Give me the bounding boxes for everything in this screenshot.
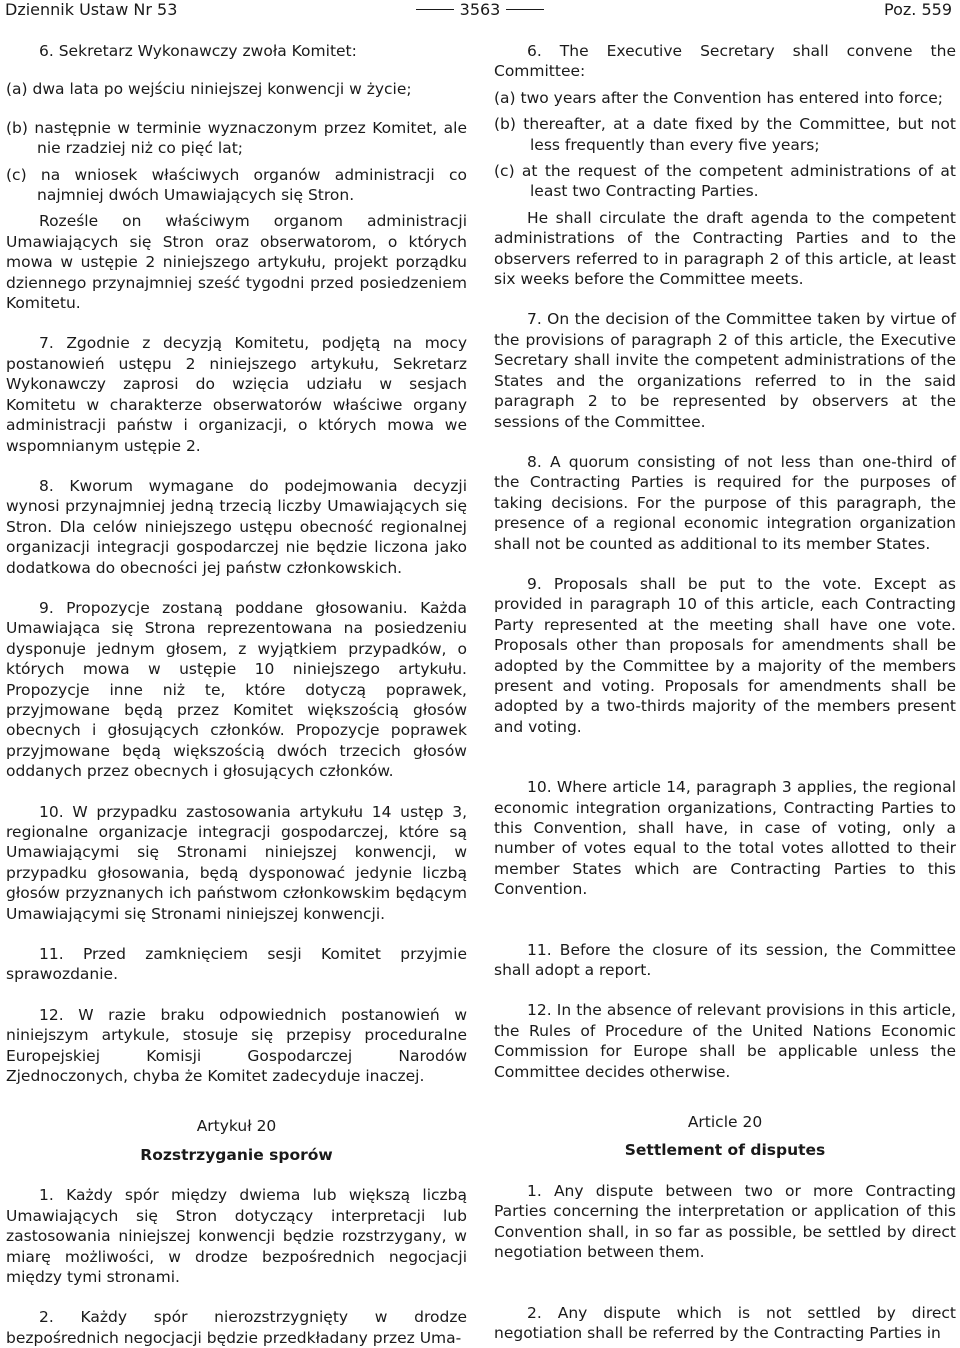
en-paragraph-6c: (c) at the request of the competent administrations of at least two Contracting Parties. xyxy=(494,162,956,201)
pl-article-title: Artykuł 20 xyxy=(196,1117,277,1136)
pl-paragraph-7: 7. Zgodnie z decyzją Komitetu, podjętą na mocy postanowień ustępu 2 niniejszego artykułu, Sekretarz Wykonawczy zaprosi do wzięcia udziału w sesjach Komitetu w charakterze obserwatorów właściwe organy administracji państw i organizacji, o których mowa we wspomnianym ustępie 2. xyxy=(6,334,467,455)
pl-paragraph-6a: (a) dwa lata po wejściu niniejszej konwencji w życie; xyxy=(6,80,412,99)
en-paragraph-9: 9. Proposals shall be put to the vote. Except as provided in paragraph 10 of this article, each Contracting Party represented at the meeting shall have one vote. Proposals other than proposals for amendments shall be adopted by the Committee by a majority of the members present and voting. Proposals for amendments shall be adopted by a two-thirds majority of the members present and voting. xyxy=(494,574,956,736)
pl-article-heading: Rozstrzyganie sporów xyxy=(140,1145,333,1164)
position-number: Poz. 559 xyxy=(884,0,952,19)
pl-paragraph-12: 12. W razie braku odpowiednich postanowień w niniejszym artykule, stosuje się przepisy proceduralne Europejskiej Komisji Gospodarczej Narodów Zjednoczonych, chyba że Komitet zadecyduje inaczej. xyxy=(6,1005,467,1086)
en-paragraph-6b: (b) thereafter, at a date fixed by the Committee, but not less frequently than every five years; xyxy=(494,115,956,154)
pl-paragraph-11: 11. Przed zamknięciem sesji Komitet przyjmie sprawozdanie. xyxy=(6,945,467,984)
en-paragraph-6-intro: 6. The Executive Secretary shall convene the Committee: xyxy=(494,42,956,81)
english-column xyxy=(494,41,956,1343)
en-article-heading: Settlement of disputes xyxy=(624,1141,826,1160)
pl-paragraph-6c: (c) na wniosek właściwych organów administracji co najmniej dwóch Umawiających się Stron. xyxy=(6,165,467,205)
en-paragraph-6a: (a) two years after the Convention has entered into force; xyxy=(494,88,944,107)
page-number-value: 3563 xyxy=(459,0,501,19)
en-paragraph-11: 11. Before the closure of its session, the Committee shall adopt a report. xyxy=(494,940,956,980)
pl-paragraph-10: 10. W przypadku zastosowania artykułu 14 ustęp 3, regionalne organizacje integracji gospodarczej, które są Umawiającymi się Stronami niniejszej konwencji, w przypadku głosowania, będą dysponować jedynie liczbą głosów przyznanych ich państwom członkowskim będącym Umawiającymi się Stronami niniejszej konwencji. xyxy=(6,802,467,923)
pl-paragraph-6b: (b) następnie w terminie wyznaczonym przez Komitet, ale nie rzadziej niż co pięć lat; xyxy=(6,118,467,158)
page-header xyxy=(0,0,960,26)
en-paragraph-12: 12. In the absence of relevant provisions in this article, the Rules of Procedure of the United Nations Economic Commission for Europe shall be applicable unless the Committee decides otherwise. xyxy=(494,1001,956,1081)
en-article-paragraph-1: 1. Any dispute between two or more Contracting Parties concerning the interpretation or application of this Convention shall, in so far as possible, be settled by direct negotiation between them. xyxy=(494,1181,956,1262)
journal-title: Dziennik Ustaw Nr 53 xyxy=(5,0,178,19)
pl-paragraph-8: 8. Kworum wymagane do podejmowania decyzji wynosi przynajmniej jedną trzecią liczby Umawiających się Stron. Dla celów niniejszego ustępu obecność regionalnej organizacji integracji gospodarczej nie będzie liczona jako dodatkowa do obecności jej państw członkowskich. xyxy=(6,476,467,577)
polish-column xyxy=(6,41,467,1348)
page-number xyxy=(0,0,960,20)
pl-article-paragraph-1: 1. Każdy spór między dwiema lub większą liczbą Umawiających się Stron dotyczący interpretacji lub zastosowania niniejszej konwencji będzie rozstrzygany, w miarę możliwości, w drodze bezpośrednich negocjacji między tymi stronami. xyxy=(6,1186,467,1286)
dash-left xyxy=(416,9,454,10)
en-article-paragraph-2: 2. Any dispute which is not settled by direct negotiation shall be referred by the Contracting Parties in xyxy=(494,1303,956,1342)
en-paragraph-6-tail: He shall circulate the draft agenda to the competent administrations of the Contracting Parties and to the observers referred to in paragraph 2 of this article, at least six weeks before the Committee meets. xyxy=(494,208,956,289)
pl-article-paragraph-2: 2. Każdy spór nierozstrzygnięty w drodze bezpośrednich negocjacji będzie przedkładany przez Uma- xyxy=(6,1308,467,1347)
pl-paragraph-6-tail: Roześle on właściwym organom administracji Umawiających się Stron oraz obserwatorom, o których mowa w ustępie 2 niniejszego artykułu, projekt porządku dziennego przynajmniej sześć tygodni przed posiedzeniem Komitetu. xyxy=(6,212,467,313)
dash-right xyxy=(506,9,544,10)
en-paragraph-8: 8. A quorum consisting of not less than one-third of the Contracting Parties is required for the purposes of taking decisions. For the purpose of this paragraph, the presence of a regional economic integration organization shall not be counted as additional to its member States. xyxy=(494,452,956,553)
pl-paragraph-6-intro: 6. Sekretarz Wykonawczy zwołа Komitet: xyxy=(39,42,357,60)
en-article-title: Article 20 xyxy=(687,1113,763,1132)
en-paragraph-10: 10. Where article 14, paragraph 3 applies, the regional economic integration organizations, Contracting Parties to this Convention, shall have, in case of voting, only a number of votes equal to the total votes allotted to their member States which are Contracting Parties to this Convention. xyxy=(494,778,956,899)
en-paragraph-7: 7. On the decision of the Committee taken by virtue of the provisions of paragraph 2 of this article, the Executive Secretary shall invite the competent administrations of the States and the organizations referred to in the said paragraph 2 to be represented by observers at the sessions of the Committee. xyxy=(494,310,956,431)
pl-paragraph-9: 9. Propozycje zostaną poddane głosowaniu. Każda Umawiająca się Strona reprezentowana na posiedzeniu dysponuje jednym głosem, z wyjątkiem przypadków, o których mowa w ustępie 10 niniejszego artykułu. Propozycje inne niż te, które dotyczą poprawek, przyjmowane będą przez Komitet większością głosów obecnych i głosujących członków. Propozycje poprawek przyjmowane będą większością dwóch trzecich głosów oddanych przez obecnych i głosujących członków. xyxy=(6,598,467,781)
